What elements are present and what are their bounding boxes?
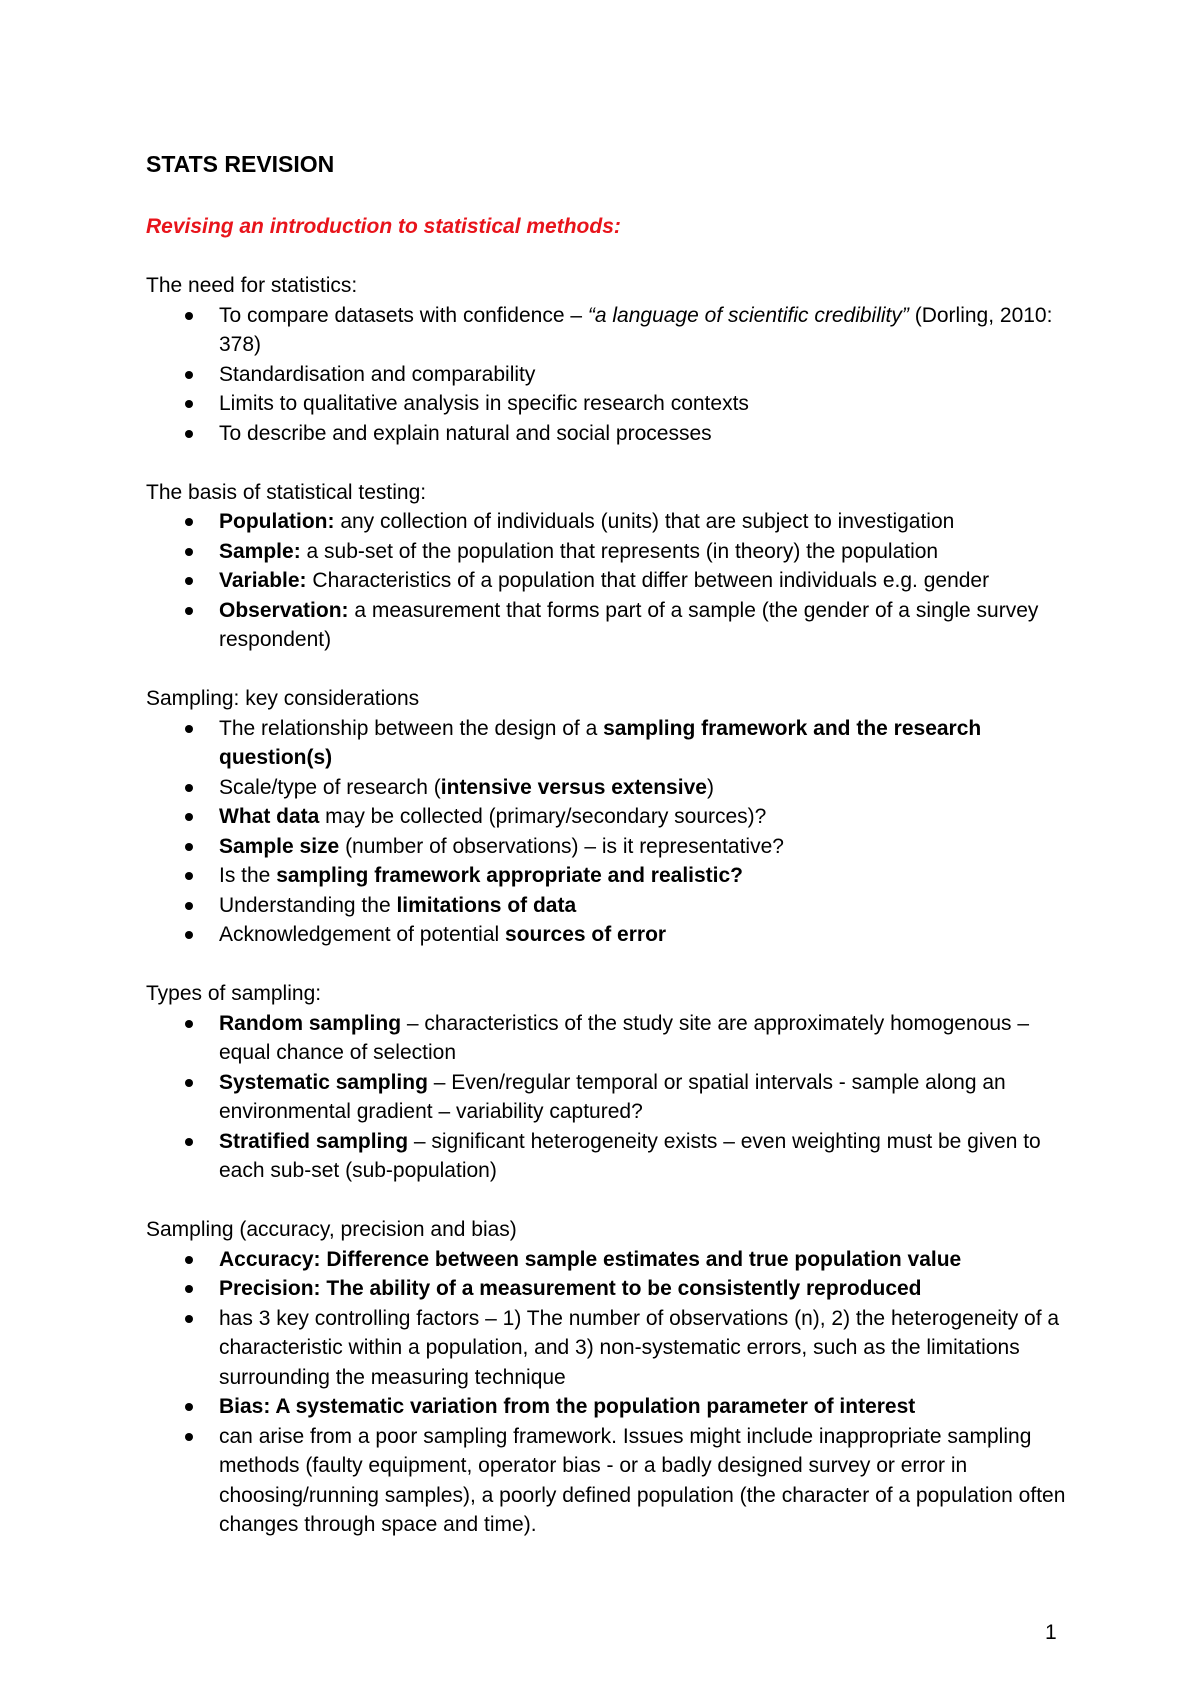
bullet-list <box>146 507 1066 655</box>
list-item: can arise from a poor sampling framework. Issues might include inappropriate sampling methods (faulty equipment, operator bias - or a badly designed survey or error in choosing/running samples), a poorly defined population (the character of a population often changes through space and time). <box>146 1422 1066 1540</box>
bullet-list <box>146 1245 1066 1540</box>
list-item: Precision: The ability of a measurement to be consistently reproduced <box>146 1274 1066 1304</box>
section-key-considerations <box>146 684 1066 950</box>
list-item: Limits to qualitative analysis in specific research contexts <box>146 389 1066 419</box>
list-item: Sample size (number of observations) – is it representative? <box>146 832 1066 862</box>
section-need-for-statistics <box>146 271 1066 448</box>
list-item: Variable: Characteristics of a population that differ between individuals e.g. gender <box>146 566 1066 596</box>
page-number: 1 <box>1045 1621 1057 1644</box>
document-title: STATS REVISION <box>146 151 335 177</box>
list-item: Bias: A systematic variation from the population parameter of interest <box>146 1392 1066 1422</box>
list-item: Standardisation and comparability <box>146 360 1066 390</box>
list-item: What data may be collected (primary/secondary sources)? <box>146 802 1066 832</box>
list-item: Acknowledgement of potential sources of error <box>146 920 1066 950</box>
list-item: Observation: a measurement that forms part of a sample (the gender of a single survey respondent) <box>146 596 1066 655</box>
bullet-list <box>146 1009 1066 1186</box>
section-basis-of-testing <box>146 478 1066 655</box>
section-heading: The need for statistics: <box>146 274 358 297</box>
section-heading: Types of sampling: <box>146 982 322 1005</box>
list-item: To compare datasets with confidence – “a language of scientific credibility” (Dorling, 2010: 378) <box>146 301 1066 360</box>
list-item: Is the sampling framework appropriate and realistic? <box>146 861 1066 891</box>
list-item: Random sampling – characteristics of the study site are approximately homogenous – equal chance of selection <box>146 1009 1066 1068</box>
section-heading: Sampling: key considerations <box>146 687 420 710</box>
list-item: Population: any collection of individuals (units) that are subject to investigation <box>146 507 1066 537</box>
list-item: Understanding the limitations of data <box>146 891 1066 921</box>
list-item: has 3 key controlling factors – 1) The number of observations (n), 2) the heterogeneity of a characteristic within a population, and 3) non-systematic errors, such as the limitations surrounding the measuring technique <box>146 1304 1066 1393</box>
section-types-of-sampling <box>146 979 1066 1186</box>
list-item: To describe and explain natural and social processes <box>146 419 1066 449</box>
document-subtitle: Revising an introduction to statistical methods: <box>146 215 621 238</box>
list-item: Stratified sampling – significant heterogeneity exists – even weighting must be given to each sub-set (sub-population) <box>146 1127 1066 1186</box>
list-item: Scale/type of research (intensive versus extensive) <box>146 773 1066 803</box>
section-accuracy-precision-bias <box>146 1215 1066 1540</box>
section-heading: The basis of statistical testing: <box>146 480 427 504</box>
list-item: The relationship between the design of a sampling framework and the research question(s) <box>146 714 1066 773</box>
section-heading: Sampling (accuracy, precision and bias) <box>146 1218 517 1241</box>
list-item: Sample: a sub-set of the population that represents (in theory) the population <box>146 537 1066 567</box>
bullet-list <box>146 301 1066 449</box>
bullet-list <box>146 714 1066 950</box>
document-body <box>146 271 1066 1569</box>
list-item: Accuracy: Difference between sample estimates and true population value <box>146 1245 1066 1275</box>
list-item: Systematic sampling – Even/regular temporal or spatial intervals - sample along an environmental gradient – variability captured? <box>146 1068 1066 1127</box>
